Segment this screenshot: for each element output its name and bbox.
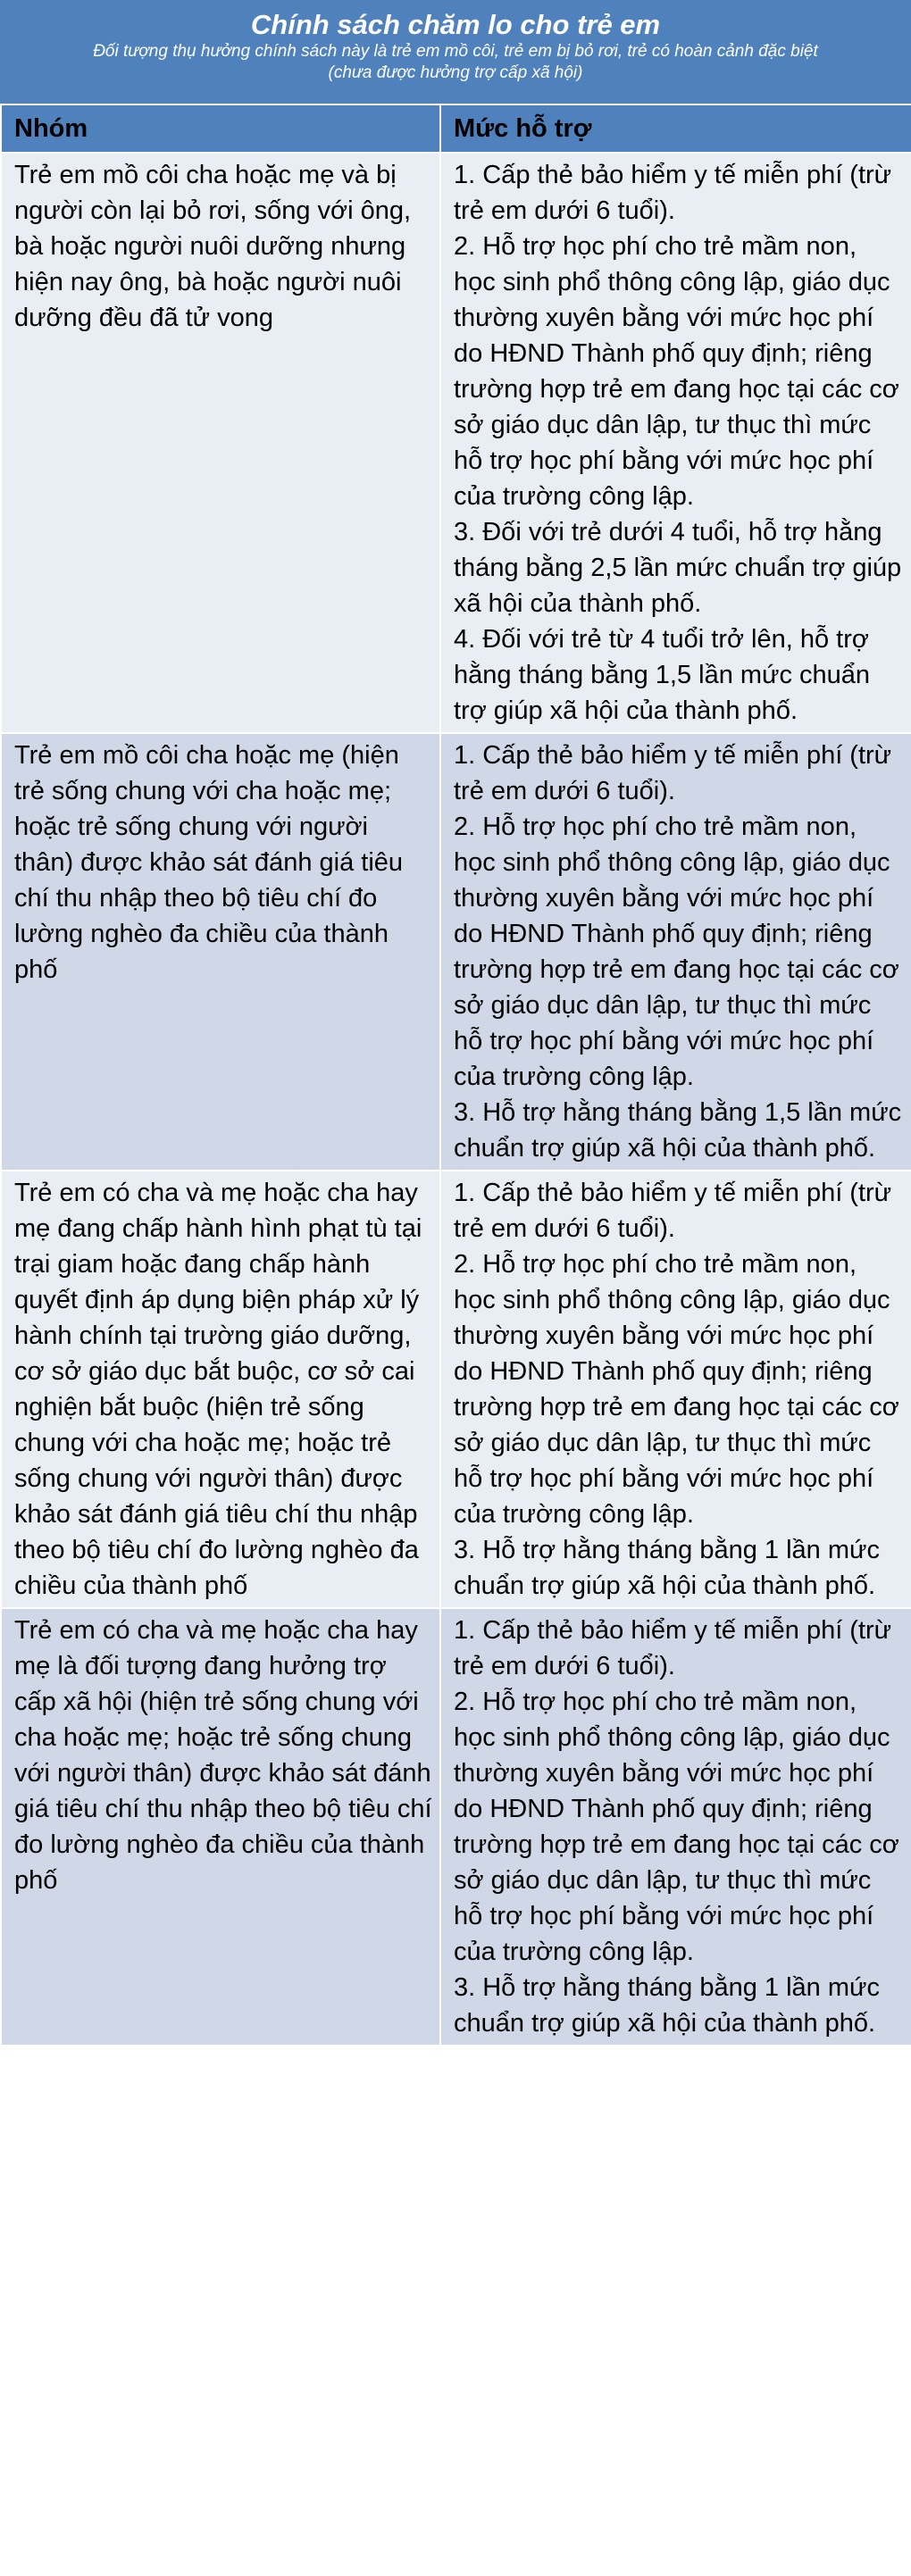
group-cell: Trẻ em mồ côi cha hoặc mẹ (hiện trẻ sống chung với cha hoặc mẹ; hoặc trẻ sống chung với người thân) được khảo sát đánh giá tiêu chí thu nhập theo bộ tiêu chí đo lường nghèo đa chiều của thành phố [1, 733, 440, 1171]
table-header-row [1, 104, 911, 153]
support-cell [440, 1171, 911, 1608]
page-title: Chính sách chăm lo cho trẻ em [250, 9, 661, 40]
support-item: 3. Hỗ trợ hằng tháng bằng 1 lần mức chuẩn trợ giúp xã hội của thành phố. [454, 1536, 880, 1600]
support-item: 2. Hỗ trợ học phí cho trẻ mầm non, học sinh phổ thông công lập, giáo dục thường xuyên bằng với mức học phí do HĐND Thành phố quy định; riêng trường hợp trẻ em đang học tại các cơ sở giáo dục dân lập, tư thục thì mức hỗ trợ học phí bằng với mức học phí của trường công lập. [454, 813, 899, 1091]
table-row [1, 1608, 911, 2046]
support-item: 1. Cấp thẻ bảo hiểm y tế miễn phí (trừ trẻ em dưới 6 tuổi). [454, 1179, 892, 1243]
support-cell [440, 1608, 911, 2046]
support-cell [440, 733, 911, 1171]
header-group: Nhóm [1, 104, 440, 153]
table-row [1, 153, 911, 733]
group-cell: Trẻ em có cha và mẹ hoặc cha hay mẹ là đối tượng đang hưởng trợ cấp xã hội (hiện trẻ sống chung với cha hoặc mẹ; hoặc trẻ sống chung với người thân) được khảo sát đánh giá tiêu chí thu nhập theo bộ tiêu chí đo lường nghèo đa chiều của thành phố [1, 1608, 440, 2046]
support-item: 2. Hỗ trợ học phí cho trẻ mầm non, học sinh phổ thông công lập, giáo dục thường xuyên bằng với mức học phí do HĐND Thành phố quy định; riêng trường hợp trẻ em đang học tại các cơ sở giáo dục dân lập, tư thục thì mức hỗ trợ học phí bằng với mức học phí của trường công lập. [454, 1250, 899, 1529]
support-item: 3. Hỗ trợ hằng tháng bằng 1 lần mức chuẩn trợ giúp xã hội của thành phố. [454, 1973, 880, 2038]
support-cell [440, 153, 911, 733]
table-row [1, 733, 911, 1171]
table-row [1, 1171, 911, 1608]
support-item: 2. Hỗ trợ học phí cho trẻ mầm non, học sinh phổ thông công lập, giáo dục thường xuyên bằng với mức học phí do HĐND Thành phố quy định; riêng trường hợp trẻ em đang học tại các cơ sở giáo dục dân lập, tư thục thì mức hỗ trợ học phí bằng với mức học phí của trường công lập. [454, 232, 899, 511]
support-item: 2. Hỗ trợ học phí cho trẻ mầm non, học sinh phổ thông công lập, giáo dục thường xuyên bằng với mức học phí do HĐND Thành phố quy định; riêng trường hợp trẻ em đang học tại các cơ sở giáo dục dân lập, tư thục thì mức hỗ trợ học phí bằng với mức học phí của trường công lập. [454, 1688, 899, 1966]
group-cell: Trẻ em có cha và mẹ hoặc cha hay mẹ đang chấp hành hình phạt tù tại trại giam hoặc đang chấp hành quyết định áp dụng biện pháp xử lý hành chính tại trường giáo dưỡng, cơ sở giáo dục bắt buộc, cơ sở cai nghiện bắt buộc (hiện trẻ sống chung với cha hoặc mẹ; hoặc trẻ sống chung với người thân) được khảo sát đánh giá tiêu chí thu nhập theo bộ tiêu chí đo lường nghèo đa chiều của thành phố [1, 1171, 440, 1608]
support-item: 3. Đối với trẻ dưới 4 tuổi, hỗ trợ hằng tháng bằng 2,5 lần mức chuẩn trợ giúp xã hội của thành phố. [454, 518, 902, 618]
page-subtitle-line-2: (chưa được hưởng trợ cấp xã hội) [328, 63, 583, 82]
support-item: 1. Cấp thẻ bảo hiểm y tế miễn phí (trừ trẻ em dưới 6 tuổi). [454, 161, 892, 225]
policy-table [0, 104, 911, 2047]
group-cell: Trẻ em mồ côi cha hoặc mẹ và bị người còn lại bỏ rơi, sống với ông, bà hoặc người nuôi dưỡng nhưng hiện nay ông, bà hoặc người nuôi dưỡng đều đã tử vong [1, 153, 440, 733]
title-banner [0, 0, 911, 104]
header-support-level: Mức hỗ trợ [440, 104, 911, 153]
support-item: 3. Hỗ trợ hằng tháng bằng 1,5 lần mức chuẩn trợ giúp xã hội của thành phố. [454, 1098, 902, 1163]
support-item: 1. Cấp thẻ bảo hiểm y tế miễn phí (trừ trẻ em dưới 6 tuổi). [454, 741, 892, 805]
support-item: 4. Đối với trẻ từ 4 tuổi trở lên, hỗ trợ hằng tháng bằng 1,5 lần mức chuẩn trợ giúp xã hội của thành phố. [454, 625, 871, 725]
page-subtitle-line-1: Đối tượng thụ hưởng chính sách này là trẻ em mồ côi, trẻ em bị bỏ rơi, trẻ có hoàn cảnh đặc biệt [93, 42, 818, 61]
support-item: 1. Cấp thẻ bảo hiểm y tế miễn phí (trừ trẻ em dưới 6 tuổi). [454, 1616, 892, 1680]
